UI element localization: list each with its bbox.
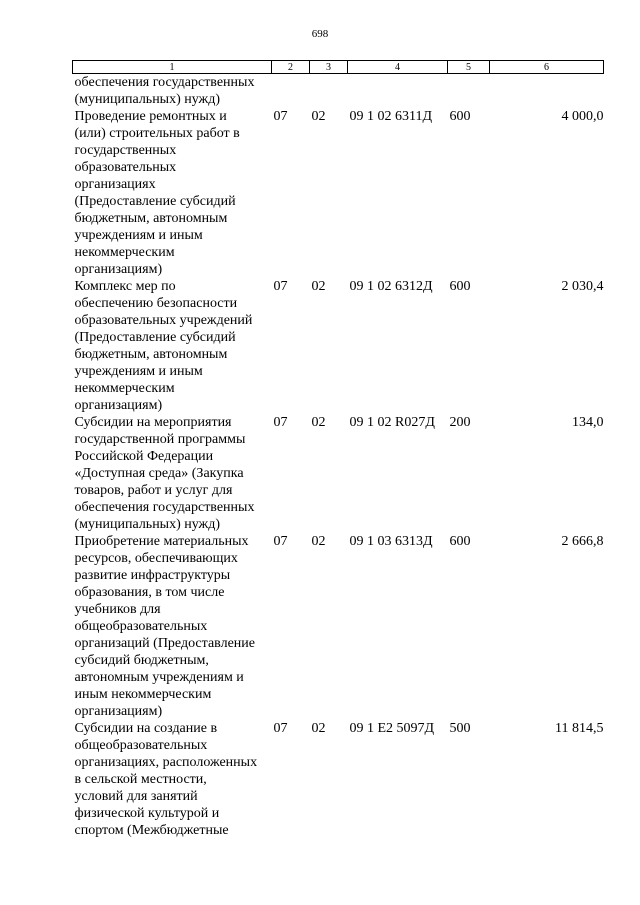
table-row [73,108,604,278]
amount [490,74,604,109]
description-line: физической культурой и [74,806,220,821]
description-line: государственной программы [74,432,246,447]
subsection-code [310,74,348,109]
description-line: образовательных учреждений [74,313,253,328]
column-header-3: 3 [310,61,348,74]
description-line: (или) строительных работ в [74,126,240,141]
table-row [73,74,604,109]
column-header-1: 1 [73,61,272,74]
description-line: организациям) [74,398,163,413]
description-line: некоммерческим [74,245,175,260]
section-code [272,74,310,109]
target-article: 09 1 E2 5097Д [349,721,435,736]
description-line: условий для занятий [74,789,198,804]
row-description [73,278,272,414]
description-line: учебников для [74,602,161,617]
description-line: Субсидии на создание в [74,721,218,736]
expense-type: 600 [449,109,471,124]
description-line: бюджетным, автономным [74,211,228,226]
row-description [73,108,272,278]
description-line: товаров, работ и услуг для [74,483,233,498]
target-article: 09 1 02 R027Д [349,415,435,430]
description-line: автономным учреждениям и [74,670,244,685]
row-description [73,414,272,533]
column-header-5: 5 [448,61,490,74]
description-line: организаций (Предоставление [74,636,255,651]
table-row [73,720,604,839]
target-article [348,74,448,109]
table-body [73,74,604,840]
description-line: организациях [74,177,156,192]
description-line: ресурсов, обеспечивающих [74,551,238,566]
page-number: 698 [311,28,329,40]
section-code: 07 [273,279,288,294]
row-description [73,533,272,720]
column-number-row [73,61,604,74]
description-line: (муниципальных) нужд) [74,92,221,107]
expense-type: 600 [449,279,471,294]
description-line: обеспечения государственных [74,500,255,515]
expense-type: 600 [449,534,471,549]
description-line: «Доступная среда» (Закупка [74,466,244,481]
subsection-code: 02 [311,279,326,294]
amount: 134,0 [572,415,604,430]
column-header-4: 4 [348,61,448,74]
target-article: 09 1 02 6312Д [349,279,433,294]
description-line: иным некоммерческим [74,687,212,702]
expense-type: 500 [449,721,471,736]
description-line: развитие инфраструктуры [74,568,231,583]
row-description [73,720,272,839]
description-line: некоммерческим [74,381,175,396]
description-line: Проведение ремонтных и [74,109,227,124]
table-row [73,533,604,720]
description-line: обеспечения государственных [74,75,255,90]
description-line: бюджетным, автономным [74,347,228,362]
section-code: 07 [273,109,288,124]
description-line: в сельской местности, [74,772,207,787]
amount: 2 030,4 [561,279,604,294]
amount: 2 666,8 [561,534,604,549]
expense-type [448,74,490,109]
description-line: (муниципальных) нужд) [74,517,221,532]
description-line: (Предоставление субсидий [74,194,236,209]
target-article: 09 1 02 6311Д [349,109,433,124]
section-code: 07 [273,721,288,736]
description-line: учреждениям и иным [74,228,203,243]
column-header-2: 2 [272,61,310,74]
description-line: спортом (Межбюджетные [74,823,229,838]
description-line: Комплекс мер по [74,279,176,294]
description-line: субсидий бюджетным, [74,653,209,668]
description-line: обеспечению безопасности [74,296,238,311]
table-row [73,414,604,533]
description-line: общеобразовательных [74,738,208,753]
target-article: 09 1 03 6313Д [349,534,433,549]
amount: 4 000,0 [561,109,604,124]
expense-type: 200 [449,415,471,430]
subsection-code: 02 [311,109,326,124]
description-line: (Предоставление субсидий [74,330,236,345]
subsection-code: 02 [311,721,326,736]
section-code: 07 [273,534,288,549]
description-line: Субсидии на мероприятия [74,415,232,430]
description-line: Приобретение материальных [74,534,249,549]
description-line: Российской Федерации [74,449,214,464]
description-line: государственных [74,143,177,158]
budget-table [72,60,604,839]
description-line: учреждениям и иным [74,364,203,379]
subsection-code: 02 [311,534,326,549]
description-line: образования, в том числе [74,585,225,600]
column-header-6: 6 [490,61,604,74]
row-description [73,74,272,109]
description-line: организациям) [74,262,163,277]
description-line: общеобразовательных [74,619,208,634]
section-code: 07 [273,415,288,430]
description-line: организациях, расположенных [74,755,258,770]
description-line: образовательных [74,160,177,175]
table-row [73,278,604,414]
amount: 11 814,5 [555,721,604,736]
description-line: организациям) [74,704,163,719]
subsection-code: 02 [311,415,326,430]
